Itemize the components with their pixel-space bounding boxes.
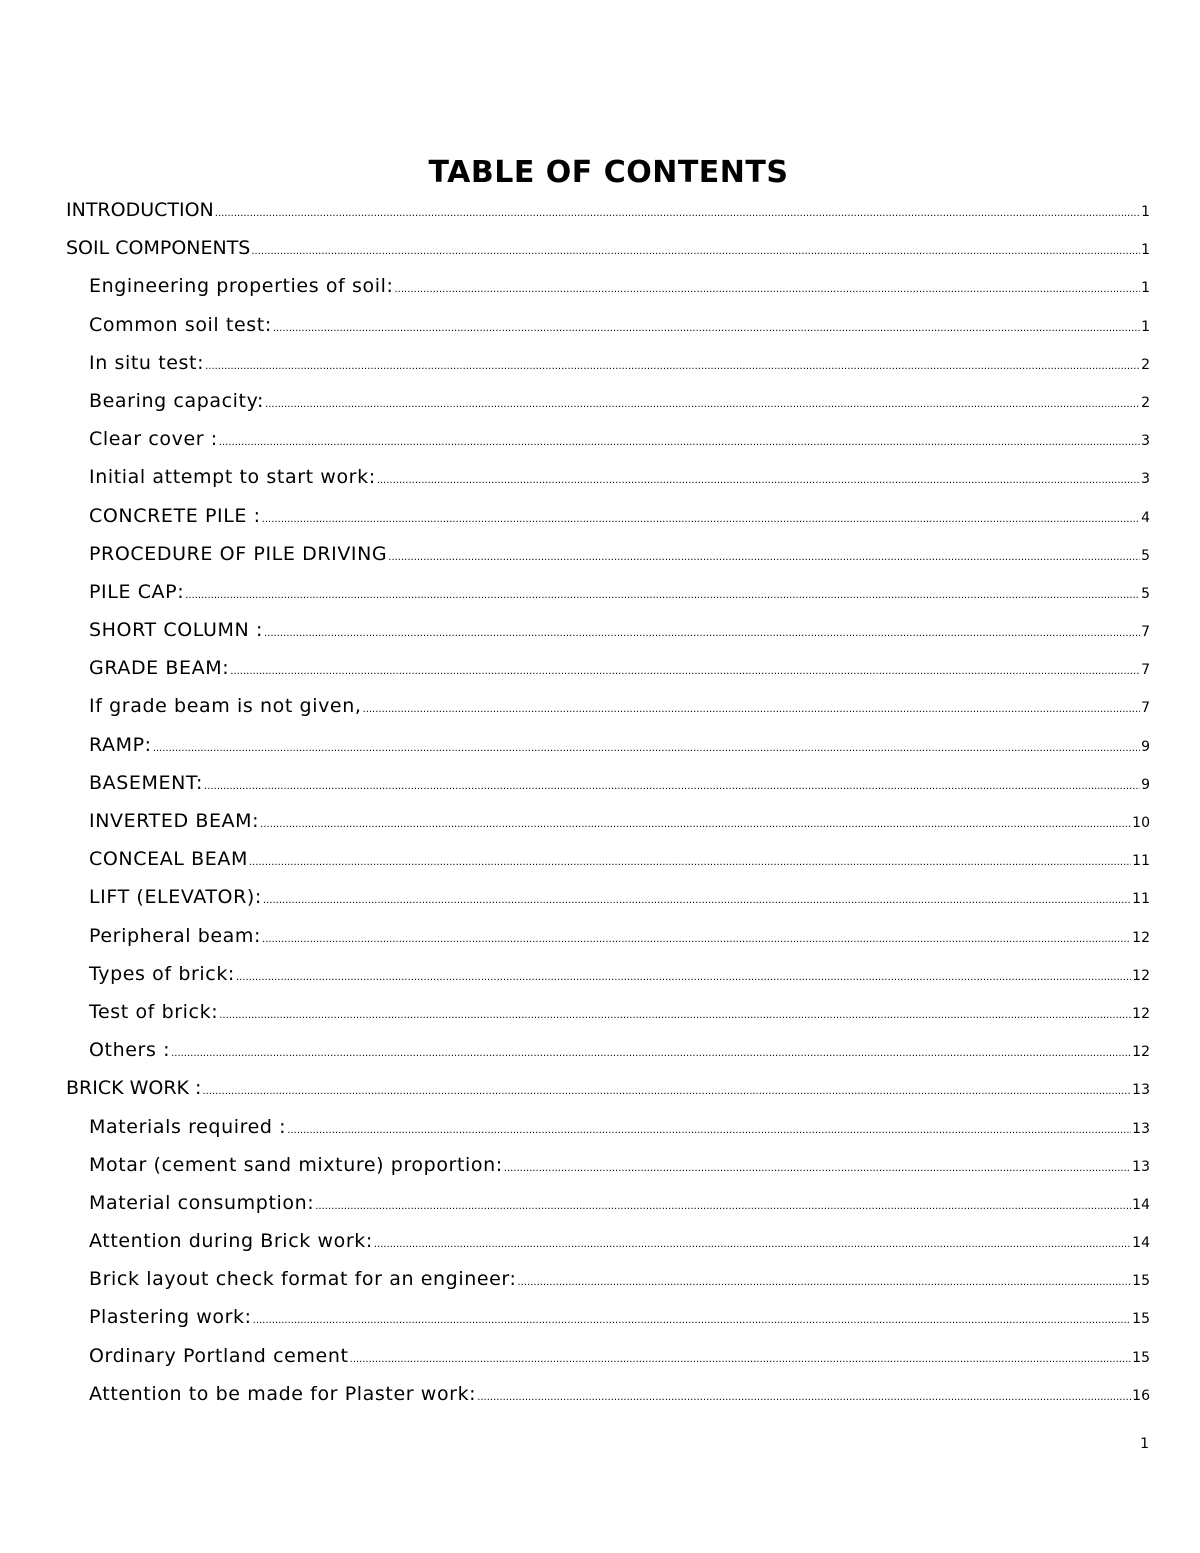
toc-entry-label[interactable]: Types of brick: xyxy=(89,962,235,985)
toc-dot-leader xyxy=(219,1001,1131,1031)
toc-entry[interactable] xyxy=(66,921,1150,959)
toc-dot-leader xyxy=(251,237,1140,267)
toc-entry-page[interactable]: 7 xyxy=(1141,662,1150,679)
toc-entry-page[interactable]: 12 xyxy=(1132,1005,1150,1022)
toc-entry-page[interactable]: 5 xyxy=(1141,585,1150,602)
toc-dot-leader xyxy=(253,1306,1132,1336)
toc-entry[interactable] xyxy=(66,882,1150,920)
toc-entry-page[interactable]: 12 xyxy=(1132,967,1150,984)
toc-entry[interactable] xyxy=(66,959,1150,997)
toc-entry[interactable] xyxy=(66,310,1150,348)
toc-entry[interactable] xyxy=(66,1341,1150,1379)
toc-entry-page[interactable]: 14 xyxy=(1132,1235,1150,1252)
toc-entry-label[interactable]: Initial attempt to start work: xyxy=(89,466,376,489)
toc-dot-leader xyxy=(260,810,1131,840)
toc-dot-leader xyxy=(363,695,1141,725)
toc-entry-label[interactable]: In situ test: xyxy=(89,351,205,374)
toc-entry-page[interactable]: 12 xyxy=(1132,929,1150,946)
toc-entry[interactable] xyxy=(66,1150,1150,1188)
toc-dot-leader xyxy=(171,1039,1131,1069)
toc-entry[interactable] xyxy=(66,653,1150,691)
page-title: TABLE OF CONTENTS xyxy=(428,155,789,190)
toc-dot-leader xyxy=(153,734,1140,764)
toc-dot-leader xyxy=(262,925,1131,955)
toc-entry[interactable] xyxy=(66,1226,1150,1264)
toc-entry[interactable] xyxy=(66,1264,1150,1302)
toc-dot-leader xyxy=(185,581,1140,611)
toc-entry-page[interactable]: 13 xyxy=(1132,1082,1150,1099)
toc-entry-label[interactable]: SHORT COLUMN : xyxy=(89,619,263,642)
toc-entry-label[interactable]: GRADE BEAM: xyxy=(89,657,230,680)
toc-dot-leader xyxy=(204,772,1140,802)
toc-dot-leader xyxy=(477,1383,1131,1413)
toc-entry[interactable] xyxy=(66,1073,1150,1111)
toc-dot-leader xyxy=(377,466,1140,496)
toc-entry[interactable] xyxy=(66,1188,1150,1226)
toc-entry-label[interactable]: Common soil test: xyxy=(89,313,272,336)
toc-entry-page[interactable]: 4 xyxy=(1141,509,1150,526)
toc-entry-page[interactable]: 13 xyxy=(1132,1158,1150,1175)
toc-dot-leader xyxy=(315,1192,1131,1222)
toc-entry-label[interactable]: If grade beam is not given, xyxy=(89,695,362,718)
toc-entry-label[interactable]: Bearing capacity: xyxy=(89,389,265,412)
toc-entry-label[interactable]: INVERTED BEAM: xyxy=(89,810,260,832)
toc-dot-leader xyxy=(249,848,1131,878)
toc-dot-leader xyxy=(202,1077,1131,1107)
toc-entry-label[interactable]: Test of brick: xyxy=(89,1000,219,1023)
toc-entry-label[interactable]: Clear cover : xyxy=(89,428,218,451)
toc-entry-label[interactable]: Attention to be made for Plaster work: xyxy=(89,1382,477,1405)
toc-dot-leader xyxy=(215,199,1140,229)
toc-entry-page[interactable]: 9 xyxy=(1141,776,1150,793)
toc-entry-label[interactable]: Ordinary Portland cement xyxy=(89,1344,349,1367)
toc-entry[interactable] xyxy=(66,539,1150,577)
toc-dot-leader xyxy=(263,886,1131,916)
toc-entry-label[interactable]: Materials required : xyxy=(89,1115,287,1138)
toc-dot-leader xyxy=(273,314,1140,344)
toc-entry-page[interactable]: 11 xyxy=(1132,891,1150,908)
toc-entry[interactable] xyxy=(66,806,1150,844)
table-of-contents xyxy=(66,195,1150,1417)
toc-entry[interactable] xyxy=(66,615,1150,653)
toc-entry[interactable] xyxy=(66,233,1150,271)
toc-entry-page[interactable]: 7 xyxy=(1141,700,1150,717)
toc-dot-leader xyxy=(518,1268,1132,1298)
toc-dot-leader xyxy=(374,1230,1131,1260)
toc-entry-page[interactable]: 11 xyxy=(1132,853,1150,870)
toc-entry[interactable] xyxy=(66,424,1150,462)
toc-entry[interactable] xyxy=(66,348,1150,386)
toc-dot-leader xyxy=(264,619,1140,649)
toc-entry-label[interactable]: CONCRETE PILE : xyxy=(89,504,261,527)
toc-entry-label[interactable]: PROCEDURE OF PILE DRIVING xyxy=(89,542,388,565)
toc-entry-label[interactable]: Engineering properties of soil: xyxy=(89,275,394,298)
toc-entry-label[interactable]: Plastering work: xyxy=(89,1306,252,1329)
toc-entry-label[interactable]: BASEMENT: xyxy=(89,771,204,794)
toc-entry-label[interactable]: INTRODUCTION xyxy=(66,199,214,221)
toc-entry-page[interactable]: 1 xyxy=(1141,242,1150,259)
toc-entry-label[interactable]: CONCEAL BEAM xyxy=(89,848,248,871)
toc-entry-page[interactable]: 2 xyxy=(1141,394,1150,411)
toc-entry-page[interactable]: 15 xyxy=(1132,1311,1150,1328)
toc-entry[interactable] xyxy=(66,691,1150,729)
toc-entry-page[interactable]: 1 xyxy=(1141,280,1150,297)
toc-entry-page[interactable]: 1 xyxy=(1141,204,1150,220)
toc-dot-leader xyxy=(230,657,1140,687)
toc-entry-page[interactable]: 3 xyxy=(1141,433,1150,450)
toc-entry[interactable] xyxy=(66,844,1150,882)
toc-entry[interactable] xyxy=(66,462,1150,500)
toc-entry-label[interactable]: Peripheral beam: xyxy=(89,924,262,947)
toc-entry-page[interactable]: 3 xyxy=(1141,471,1150,488)
toc-entry[interactable] xyxy=(66,997,1150,1035)
toc-entry[interactable] xyxy=(66,730,1150,768)
toc-entry[interactable] xyxy=(66,1302,1150,1340)
toc-dot-leader xyxy=(504,1154,1131,1184)
toc-entry-label[interactable]: Brick layout check format for an engineer: xyxy=(89,1268,517,1291)
toc-entry-label[interactable]: Others : xyxy=(89,1039,171,1062)
toc-entry[interactable] xyxy=(66,1112,1150,1150)
toc-dot-leader xyxy=(236,963,1131,993)
toc-entry-page[interactable]: 9 xyxy=(1141,738,1150,755)
toc-entry-page[interactable]: 13 xyxy=(1132,1120,1150,1137)
toc-entry[interactable] xyxy=(66,1379,1150,1417)
toc-entry[interactable] xyxy=(66,768,1150,806)
toc-entry[interactable] xyxy=(66,1035,1150,1073)
toc-entry-page[interactable]: 14 xyxy=(1132,1196,1150,1213)
toc-entry-page[interactable]: 10 xyxy=(1132,815,1150,831)
toc-entry-label[interactable]: RAMP: xyxy=(89,733,152,756)
toc-entry[interactable] xyxy=(66,386,1150,424)
toc-entry-page[interactable]: 12 xyxy=(1132,1044,1150,1061)
toc-entry[interactable] xyxy=(66,577,1150,615)
toc-entry-label[interactable]: LIFT (ELEVATOR): xyxy=(89,886,262,909)
toc-dot-leader xyxy=(388,543,1140,573)
toc-entry-label[interactable]: Material consumption: xyxy=(89,1191,315,1214)
toc-dot-leader xyxy=(350,1345,1132,1375)
toc-entry[interactable] xyxy=(66,195,1150,233)
toc-entry-label[interactable]: BRICK WORK : xyxy=(66,1077,202,1100)
toc-dot-leader xyxy=(394,275,1140,305)
toc-dot-leader xyxy=(219,428,1140,458)
toc-entry-page[interactable]: 15 xyxy=(1132,1273,1150,1290)
toc-entry[interactable] xyxy=(66,501,1150,539)
toc-entry-label[interactable]: Motar (cement sand mixture) proportion: xyxy=(89,1153,503,1176)
toc-entry-page[interactable]: 7 xyxy=(1141,624,1150,641)
toc-entry-label[interactable]: PILE CAP: xyxy=(89,580,185,603)
toc-entry-label[interactable]: SOIL COMPONENTS xyxy=(66,237,251,260)
toc-dot-leader xyxy=(265,390,1140,420)
page-number: 1 xyxy=(1140,1436,1149,1452)
toc-entry-page[interactable]: 2 xyxy=(1141,356,1150,373)
toc-dot-leader xyxy=(287,1116,1131,1146)
toc-entry[interactable] xyxy=(66,271,1150,309)
toc-entry-page[interactable]: 5 xyxy=(1141,547,1150,564)
toc-entry-page[interactable]: 15 xyxy=(1132,1349,1150,1366)
toc-dot-leader xyxy=(262,505,1140,535)
toc-entry-page[interactable]: 16 xyxy=(1132,1387,1150,1404)
toc-dot-leader xyxy=(205,352,1140,382)
toc-entry-label[interactable]: Attention during Brick work: xyxy=(89,1230,373,1253)
toc-entry-page[interactable]: 1 xyxy=(1141,318,1150,335)
